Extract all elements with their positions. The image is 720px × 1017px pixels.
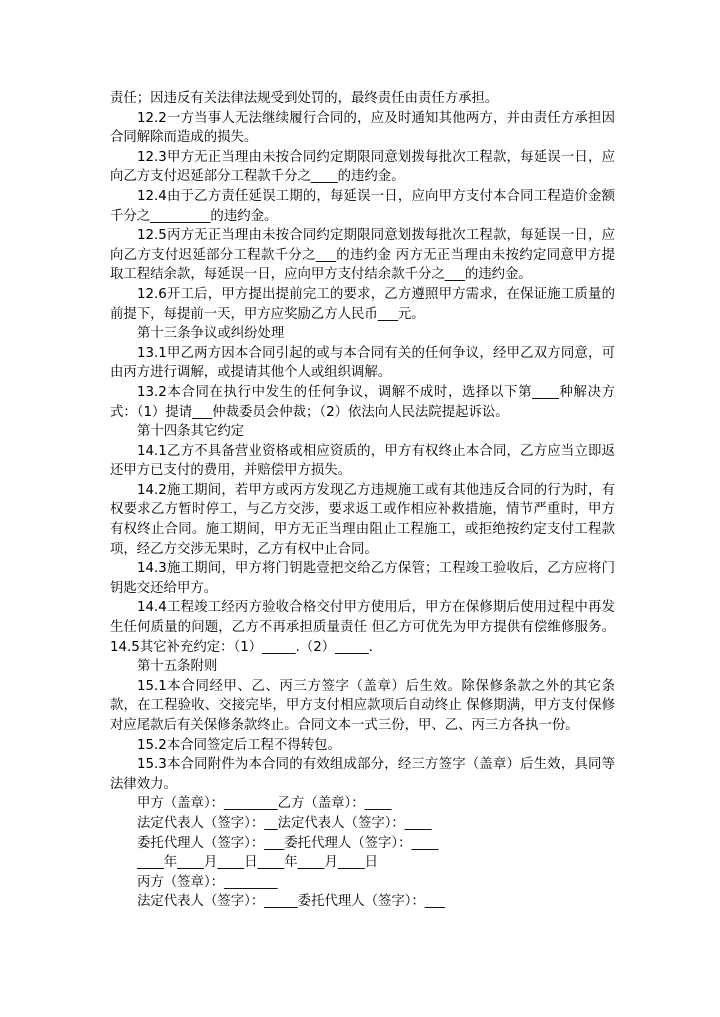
paragraph: 15.2本合同签定后工程不得转包。: [137, 737, 341, 753]
paragraph: 12.2一方当事人无法继续履行合同的，应及时通知其他两方，并由责任方承担因合同解除而造成的损失。: [110, 110, 615, 146]
contract-body: [110, 89, 615, 794]
signature-line: 法定代表人（签字）：__法定代表人（签字）：____: [137, 815, 432, 831]
signature-line: 法定代表人（签字）：_____委托代理人（签字）：___: [137, 894, 445, 910]
paragraph: 14.4工程竣工经丙方验收合格交付甲方使用后，甲方在保修期后使用过程中再发生任何质量的问题，乙方不再承担质量责任 但乙方可优先为甲方提供有偿维修服务。14.5其它补充约定：（1）_____.（2）_____.: [110, 600, 615, 655]
paragraph: 14.1乙方不具备营业资格或相应资质的，甲方有权终止本合同，乙方应当立即返还甲方已支付的费用，并赔偿甲方损失。: [110, 443, 615, 479]
paragraph: 13.1甲乙两方因本合同引起的或与本合同有关的任何争议，经甲乙双方同意，可由丙方进行调解，或提请其他个人或组织调解。: [110, 345, 615, 381]
section-heading: 第十五条附则: [137, 659, 218, 675]
section-heading: 第十四条其它约定: [137, 424, 245, 440]
paragraph: 责任；因违反有关法律法规受到处罚的，最终责任由责任方承担。: [110, 91, 499, 106]
signature-date-line: ____年____月____日____年____月____日: [137, 855, 379, 871]
section-heading: 第十三条争议或纠纷处理: [137, 326, 285, 342]
document-page: [110, 89, 615, 912]
paragraph: 13.2本合同在执行中发生的任何争议，调解不成时，选择以下第____种解决方式：（1）提请___仲裁委员会仲裁；（2）依法向人民法院提起诉讼。: [110, 384, 615, 420]
paragraph: 12.5丙方无正当理由未按合同约定期限同意划拨每批次工程款，每延误一日，应向乙方支付迟延部分工程款千分之___的违约金 丙方无正当理由未按约定同意甲方提取工程结余款，每延误一日，应向甲方支付结余款千分之___的违约金。: [110, 228, 615, 283]
paragraph: 12.3甲方无正当理由未按合同约定期限同意划拨每批次工程款，每延误一日，应向乙方支付迟延部分工程款千分之____的违约金。: [110, 149, 615, 185]
signature-line: 甲方（盖章）：________乙方（盖章）：____: [137, 796, 392, 812]
signature-block: [110, 794, 615, 912]
signature-line: 丙方（签章）：________: [137, 874, 278, 890]
signature-line: 委托代理人（签字）：___委托代理人（签字）：____: [137, 835, 439, 851]
paragraph: 14.3施工期间，甲方将门钥匙壹把交给乙方保管；工程竣工验收后，乙方应将门钥匙交还给甲方。: [110, 561, 615, 596]
paragraph: 12.4由于乙方责任延误工期的，每延误一日，应向甲方支付本合同工程造价金额千分之_________的违约金。: [110, 188, 615, 224]
paragraph: 15.1本合同经甲、乙、丙三方签字（盖章）后生效。除保修条款之外的其它条款，在工程验收、交接完毕，甲方支付相应款项后自动终止 保修期满，甲方支付保修对应尾款后有关保修条款终止。合同文本一式三份，甲、乙、丙三方各执一份。: [110, 678, 615, 733]
paragraph: 15.3本合同附件为本合同的有效组成部分，经三方签字（盖章）后生效，具同等法律效力。: [110, 757, 615, 792]
paragraph: 14.2施工期间，若甲方或丙方发现乙方违规施工或有其他违反合同的行为时，有权要求乙方暂时停工，与乙方交涉，要求返工或作相应补救措施，情节严重时，甲方有权终止合同。施工期间，甲方无正当理由阻止工程施工，或拒绝按约定支付工程款项，经乙方交涉无果时，乙方有权中止合同。: [110, 482, 615, 557]
paragraph: 12.6开工后，甲方提出提前完工的要求，乙方遵照甲方需求，在保证施工质量的前提下，每提前一天，甲方应奖励乙方人民币___元。: [110, 286, 615, 322]
